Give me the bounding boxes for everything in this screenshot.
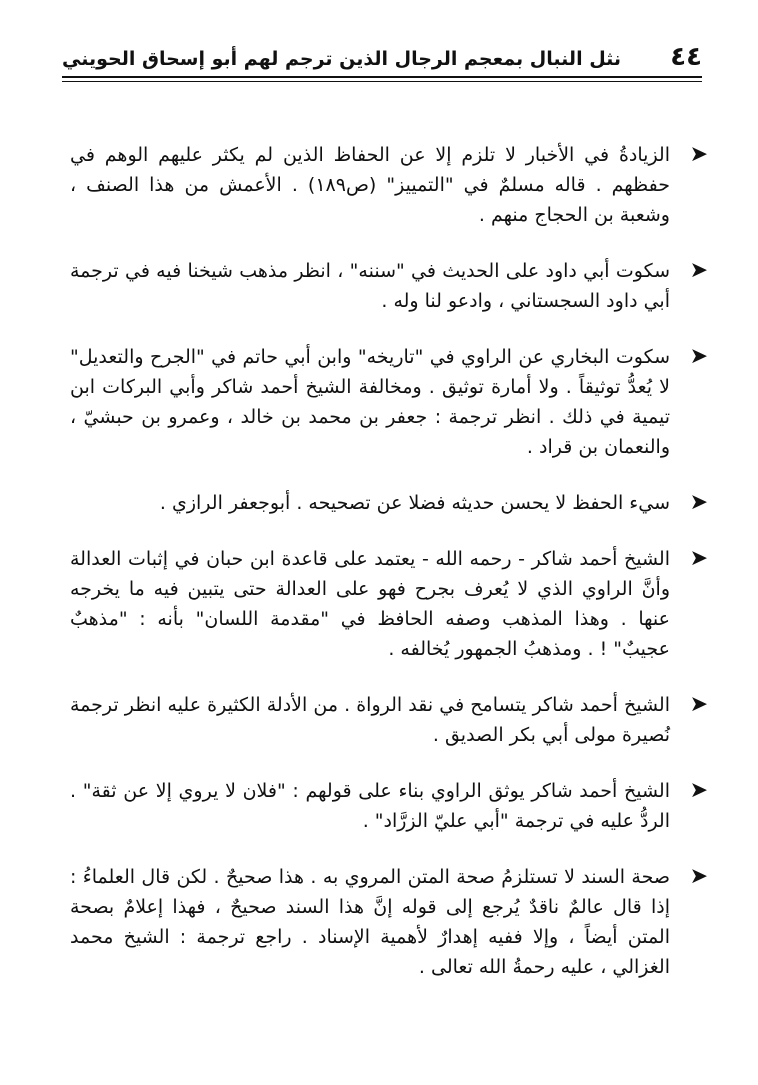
arrow-bullet-icon: ➤ bbox=[689, 258, 708, 283]
entry-text: الشيخ أحمد شاكر - رحمه الله - يعتمد على قاعدة ابن حبان في إثبات العدالة وأنَّ الراوي الذي لا يُعرف بجرح فهو على العدالة حتى يتبين فيه ما يخرجه عنها . وهذا المذهب وصفه الحافظ في "مقدمة اللسان" بأنه : "مذهبٌ عجيبٌ" ! . ومذهبُ الجمهور يُخالفه . bbox=[70, 548, 670, 660]
entry-4 bbox=[70, 488, 708, 518]
arrow-bullet-icon: ➤ bbox=[689, 546, 708, 571]
entry-text: صحة السند لا تستلزمُ صحة المتن المروي به . هذا صحيحٌ . لكن قال العلماءُ : إذا قال عالمٌ ناقدٌ يُرجع إلى قوله إنَّ هذا السند صحيحٌ ، فهذا إعلامٌ بصحة المتن أيضاً ، وإلا ففيه إهدارٌ لأهمية الإسناد . راجع ترجمة : الشيخ محمد الغزالي ، عليه رحمةُ الله تعالى . bbox=[70, 866, 670, 978]
arrow-bullet-icon: ➤ bbox=[689, 778, 708, 803]
entry-2 bbox=[70, 256, 708, 316]
entry-text: الزيادةُ في الأخبار لا تلزم إلا عن الحفاظ الذين لم يكثر عليهم الوهم في حفظهم . قاله مسلمٌ في "التمييز" (ص١٨٩) . الأعمش من هذا الصنف ، وشعبة بن الحجاج منهم . bbox=[70, 144, 670, 226]
arrow-bullet-icon: ➤ bbox=[689, 692, 708, 717]
arrow-bullet-icon: ➤ bbox=[689, 864, 708, 889]
entry-text: الشيخ أحمد شاكر يوثق الراوي بناء على قولهم : "فلان لا يروي إلا عن ثقة" . الردُّ عليه في ترجمة "أبي عليّ الزرَّاد" . bbox=[70, 780, 670, 832]
page-header bbox=[62, 40, 702, 80]
entry-list bbox=[70, 140, 708, 1008]
entry-text: الشيخ أحمد شاكر يتسامح في نقد الرواة . من الأدلة الكثيرة عليه انظر ترجمة نُصيرة مولى أبي بكر الصديق . bbox=[70, 694, 670, 746]
entry-5 bbox=[70, 544, 708, 664]
entry-text: سكوت أبي داود على الحديث في "سننه" ، انظر مذهب شيخنا فيه في ترجمة أبي داود السجستاني ، وادعو لنا وله . bbox=[70, 260, 670, 312]
entry-8 bbox=[70, 862, 708, 982]
header-rule bbox=[62, 76, 702, 78]
running-title: نثل النبال بمعجم الرجال الذين ترجم لهم أبو إسحاق الحويني bbox=[62, 48, 622, 70]
entry-text: سيء الحفظ لا يحسن حديثه فضلا عن تصحيحه . أبوجعفر الرازي . bbox=[159, 492, 670, 514]
header-rule-thin bbox=[62, 81, 702, 82]
page-number: ٤٤ bbox=[670, 42, 702, 72]
entry-text: سكوت البخاري عن الراوي في "تاريخه" وابن أبي حاتم في "الجرح والتعديل" لا يُعدُّ توثيقاً . ولا أمارة توثيق . ومخالفة الشيخ أحمد شاكر وأبي البركات ابن تيمية في ذلك . انظر ترجمة : جعفر بن محمد بن خالد ، وعمرو بن حبشيّ ، والنعمان بن قراد . bbox=[70, 346, 670, 458]
entry-3 bbox=[70, 342, 708, 462]
entry-1 bbox=[70, 140, 708, 230]
entry-7 bbox=[70, 776, 708, 836]
arrow-bullet-icon: ➤ bbox=[689, 142, 708, 167]
arrow-bullet-icon: ➤ bbox=[689, 490, 708, 515]
arrow-bullet-icon: ➤ bbox=[689, 344, 708, 369]
entry-6 bbox=[70, 690, 708, 750]
